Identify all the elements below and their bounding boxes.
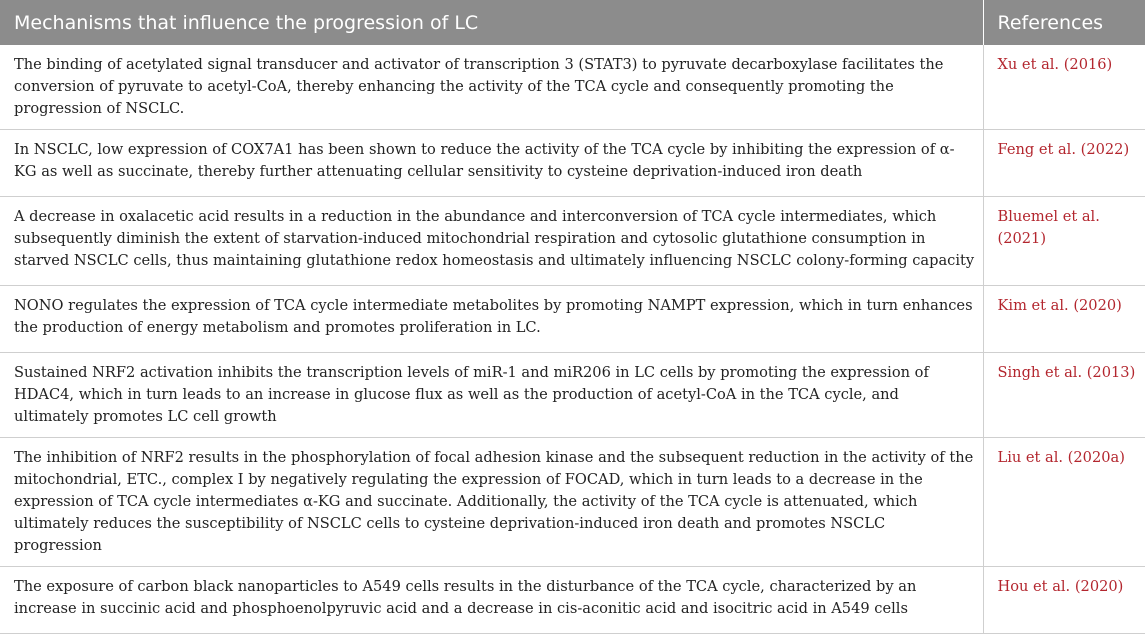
mechanism-cell: In NSCLC, low expression of COX7A1 has been shown to reduce the activity of the TCA cycle by inhibiting the expression of α-KG as well as succinate, thereby further attenuating cellular sensitivity to cysteine deprivation-induced iron death (0, 130, 983, 197)
reference-link[interactable]: Feng et al. (2022) (983, 130, 1145, 197)
mechanism-cell: The binding of acetylated signal transducer and activator of transcription 3 (STAT3) to pyruvate decarboxylase facilitates the conversion of pyruvate to acetyl-CoA, thereby enhancing the activity of the TCA cycle and consequently promoting the progression of NSCLC. (0, 45, 983, 130)
mechanism-cell: A decrease in oxalacetic acid results in a reduction in the abundance and interconversion of TCA cycle intermediates, which subsequently diminish the extent of starvation-induced mitochondrial respiration and cytosolic glutathione consumption in starved NSCLC cells, thus maintaining glutathione redox homeostasis and ultimately influencing NSCLC colony-forming capacity (0, 197, 983, 286)
table-row (0, 45, 1145, 130)
header-row (0, 0, 1145, 45)
table-row (0, 286, 1145, 353)
reference-link[interactable]: Hou et al. (2020) (983, 567, 1145, 634)
mechanism-cell: NONO regulates the expression of TCA cycle intermediate metabolites by promoting NAMPT expression, which in turn enhances the production of energy metabolism and promotes proliferation in LC. (0, 286, 983, 353)
reference-link[interactable]: Kim et al. (2020) (983, 286, 1145, 353)
table-row (0, 438, 1145, 567)
mechanism-cell: The inhibition of NRF2 results in the phosphorylation of focal adhesion kinase and the subsequent reduction in the activity of the mitochondrial, ETC., complex I by negatively regulating the expression of FOCAD, which in turn leads to a decrease in the expression of TCA cycle intermediates α-KG and succinate. Additionally, the activity of the TCA cycle is attenuated, which ultimately reduces the susceptibility of NSCLC cells to cysteine deprivation-induced iron death and promotes NSCLC progression (0, 438, 983, 567)
header-mechanisms: Mechanisms that influence the progression of LC (0, 0, 983, 45)
table-row (0, 353, 1145, 438)
table-row (0, 567, 1145, 634)
reference-link[interactable]: Singh et al. (2013) (983, 353, 1145, 438)
table-row (0, 197, 1145, 286)
mechanism-cell: The exposure of carbon black nanoparticles to A549 cells results in the disturbance of the TCA cycle, characterized by an increase in succinic acid and phosphoenolpyruvic acid and a decrease in cis-aconitic acid and isocitric acid in A549 cells (0, 567, 983, 634)
header-references: References (983, 0, 1145, 45)
reference-link[interactable]: Bluemel et al. (2021) (983, 197, 1145, 286)
reference-link[interactable]: Liu et al. (2020a) (983, 438, 1145, 567)
table-row (0, 130, 1145, 197)
reference-link[interactable]: Xu et al. (2016) (983, 45, 1145, 130)
mechanism-cell: Sustained NRF2 activation inhibits the transcription levels of miR-1 and miR206 in LC cells by promoting the expression of HDAC4, which in turn leads to an increase in glucose flux as well as the production of acetyl-CoA in the TCA cycle, and ultimately promotes LC cell growth (0, 353, 983, 438)
